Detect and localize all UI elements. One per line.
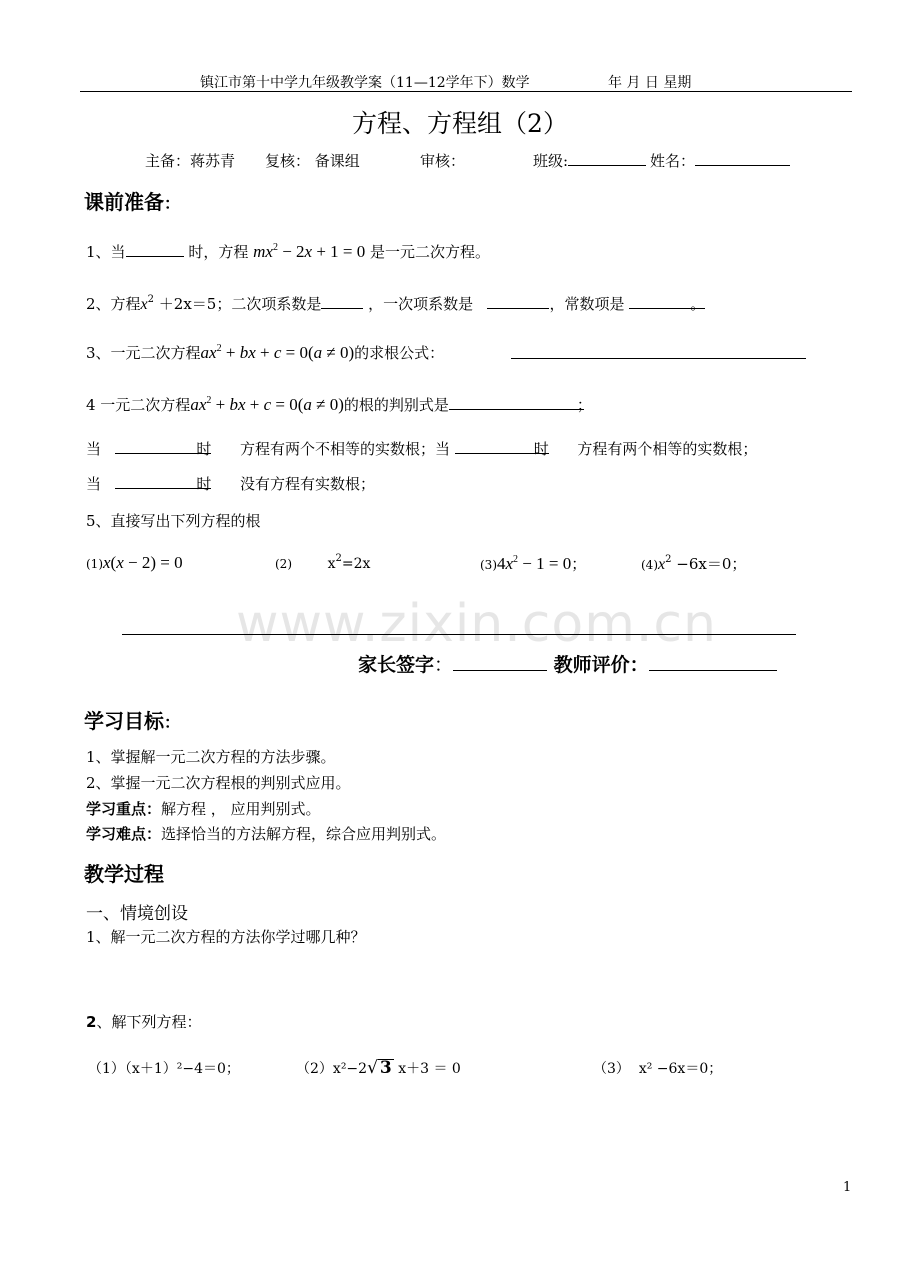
q1-blank[interactable] <box>126 241 184 257</box>
process-eq-2: （2）x²−2√ 3 x＋3 ＝ 0 <box>296 1058 461 1078</box>
q5-item-1: (1)x(x − 2) = 0 <box>86 553 183 572</box>
q3-equation: $ax^2$ + bx + c = 0(a ≠ 0) <box>200 343 355 362</box>
goal-difficulties: 学习难点：选择恰当的方法解方程，综合应用判别式。 <box>86 825 447 843</box>
q5-item-4: $(4)x^2 -6x=0$； <box>641 554 747 573</box>
q2-blank-quadratic[interactable] <box>321 293 363 309</box>
q3-blank[interactable] <box>511 358 806 359</box>
prep-q5: 5、直接写出下列方程的根 <box>86 512 261 530</box>
header-date-fields: 年 月 日 星期 <box>608 75 692 91</box>
staff-preparer: 主备：蒋苏青 <box>145 152 236 170</box>
q4-blank[interactable]: ； <box>449 394 584 410</box>
watermark: www.zixin.com.cn <box>236 594 717 654</box>
q2-equation: $x^2 +2x=5$ <box>140 294 217 313</box>
process-heading: 教学过程 <box>84 862 164 886</box>
class-label: 班级: <box>533 152 569 170</box>
header-school: 镇江市第十中学九年级教学案（11—12学年下）数学 <box>200 75 530 91</box>
cond1-blank2[interactable]: 时 <box>455 438 549 454</box>
staff-reviewer: 复核： 备课组 <box>265 152 360 170</box>
teacher-evaluation-field[interactable] <box>649 650 777 671</box>
process-q1: 1、解一元二次方程的方法你学过哪几种？ <box>86 928 366 946</box>
name-label: 姓名： <box>650 152 696 170</box>
prep-q3: 3、一元二次方程$ax^2$ + bx + c = 0(a ≠ 0)的求根公式： <box>86 343 445 362</box>
sqrt-radicand: 3 <box>379 1058 392 1078</box>
q5-item-2: (2) $x^2=2x$ <box>275 553 371 572</box>
q2-blank-constant[interactable]: 。 <box>629 293 705 309</box>
prep-q4: 4 一元二次方程$ax^2$ + bx + c = 0(a ≠ 0)的根的判别式是 ； <box>86 395 592 414</box>
cond1-blank1[interactable]: 时 <box>115 438 211 454</box>
page-number: 1 <box>843 1180 852 1195</box>
section-separator <box>122 634 796 635</box>
q5-item-3: $(3)4x^2 - 1 = 0$； <box>480 554 587 573</box>
prep-cond2: 当 时 没有方程有实数根； <box>86 475 375 493</box>
process-eq-3: （3） x² −6x＝0； <box>593 1061 723 1077</box>
cond2-blank[interactable]: 时 <box>115 473 211 489</box>
class-field[interactable] <box>533 150 646 171</box>
header-rule <box>80 91 852 92</box>
prep-heading: 课前准备： <box>84 190 181 214</box>
goals-heading: 学习目标： <box>84 709 181 733</box>
process-q2: 2、解下列方程： <box>86 1013 202 1031</box>
prep-q1: 1、当 时，方程 $mx^2 - 2x + 1 = 0$ 是一元二次方程。 <box>86 242 491 261</box>
goal-key-points: 学习重点：解方程 ， 应用判别式。 <box>86 800 321 818</box>
q1-equation: $mx^2 - 2x + 1 = 0$ <box>253 242 366 261</box>
goal-item-1: 1、掌握解一元二次方程的方法步骤。 <box>86 748 336 766</box>
prep-cond1: 当 时 方程有两个不相等的实数根；当 时 方程有两个相等的实数根； <box>86 440 758 458</box>
page-title: 方程、方程组（2） <box>352 109 568 138</box>
q2-blank-linear[interactable] <box>487 293 549 309</box>
q4-equation: $ax^2$ + bx + c = 0(a ≠ 0) <box>190 395 344 414</box>
goal-item-2: 2、掌握一元二次方程根的判别式应用。 <box>86 774 351 792</box>
name-field[interactable] <box>650 150 790 171</box>
process-subheading: 一、情境创设 <box>86 904 188 924</box>
process-eq-1: （1）（x＋1）²−4＝0； <box>88 1061 240 1077</box>
signature-row: 家长签字： 教师评价： <box>358 650 777 677</box>
parent-signature-field[interactable] <box>453 650 547 671</box>
staff-auditor: 审核： <box>420 152 466 170</box>
prep-q2: 2、方程$x^2 +2x=5$；二次项系数是 ，一次项系数是 ，常数项是 。 <box>86 294 706 313</box>
